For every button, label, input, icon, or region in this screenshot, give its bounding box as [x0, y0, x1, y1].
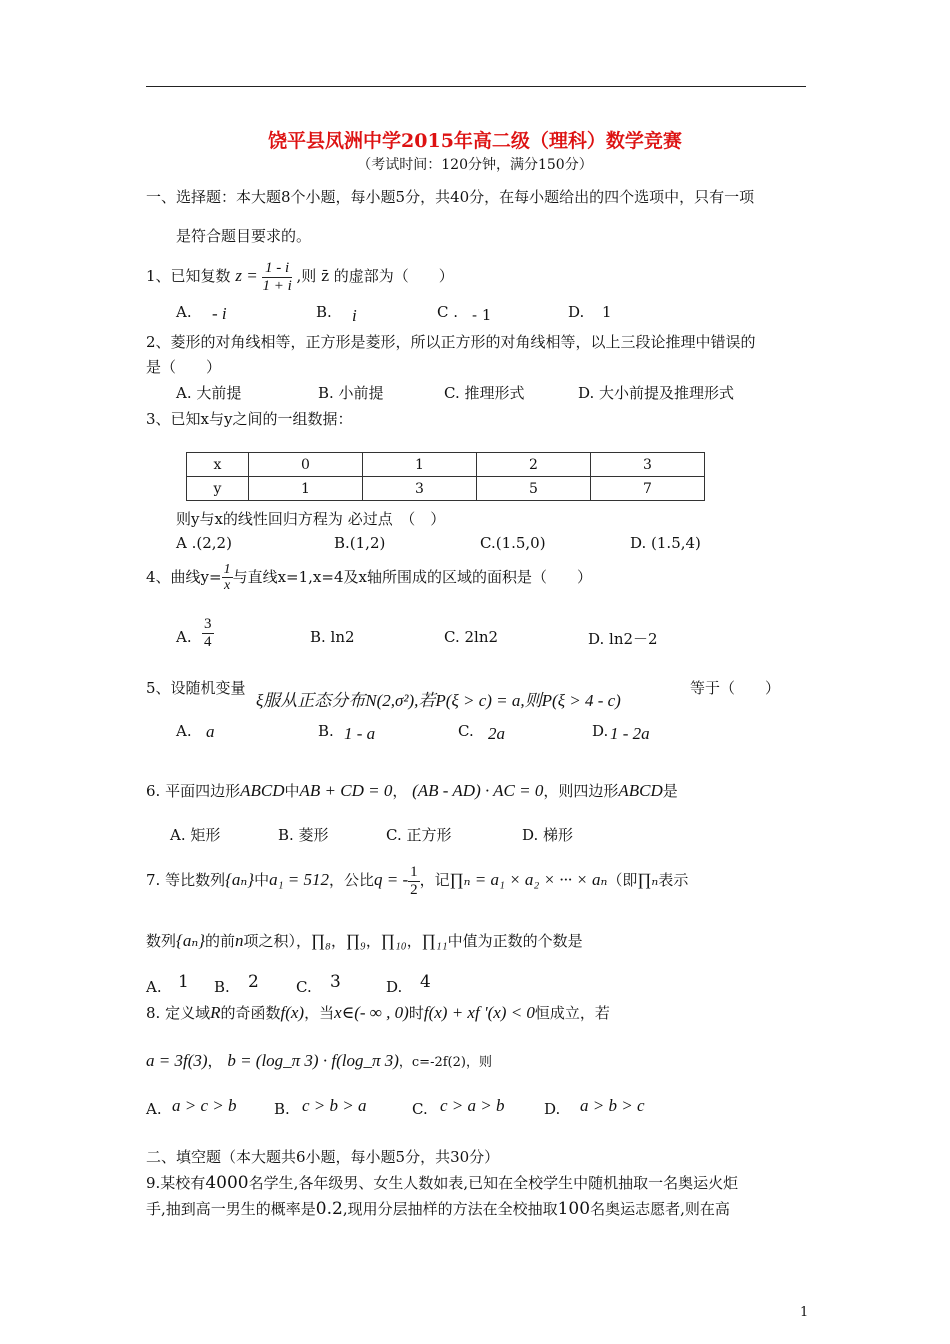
q8-m1: R: [210, 1003, 221, 1022]
q2-optD: D. 大小前提及推理形式: [578, 384, 735, 402]
q7-p6: 表示: [658, 871, 689, 889]
q7-m2: a₁ = 512: [269, 870, 329, 889]
q8-m2: f(x): [280, 1003, 305, 1022]
q9-l2-m2: 100: [557, 1199, 591, 1219]
q7-l2-m3: ∏₈: [311, 931, 331, 950]
q4-optA-label: A.: [176, 628, 192, 646]
q9-l2-m1: 0.2: [315, 1199, 343, 1219]
q8-optB-value: c > b > a: [302, 1096, 367, 1115]
q4-optD: D. ln2－2: [588, 630, 658, 648]
q8-line2: a = 3f(3)， b = (log_π 3) · f(log_π 3)，c=-2f(2)，则: [146, 1051, 492, 1070]
q8-optA-label: A.: [146, 1100, 162, 1118]
q7-optC-value: 3: [330, 972, 341, 992]
q7-m4: ∏ₙ = a₁ × a₂ × ··· × aₙ: [449, 870, 608, 889]
table-cell: 2: [477, 453, 591, 477]
table-cell: x: [187, 453, 249, 477]
q8-optB-label: B.: [274, 1100, 290, 1118]
q7-l2-p4: 中值为正数的个数是: [447, 932, 583, 950]
q7-optA-value: 1: [178, 972, 189, 992]
q9-l2-p2: ,现用分层抽样的方法在全校抽取: [342, 1200, 558, 1218]
q9-l2-p3: 名奥运志愿者,则在高: [590, 1200, 730, 1218]
q7-optB-label: B.: [214, 978, 230, 996]
q5-optD-label: D.: [592, 722, 609, 740]
q4-optA-fraction: [202, 616, 214, 650]
q1-frac-den: 1 + i: [262, 277, 292, 294]
table-row: [187, 477, 705, 501]
section1-heading-line1: 一、选择题：本大题8个小题，每小题5分，共40分，在每小题给出的四个选项中，只有一项: [146, 188, 755, 206]
q6-m2: AB + CD = 0: [299, 781, 393, 800]
q7-optB-value: 2: [248, 972, 259, 992]
q7-optD-label: D.: [386, 978, 403, 996]
q8-l2-p: ，c=-2f(2)，则: [398, 1055, 492, 1070]
q6-optD: D. 梯形: [522, 826, 574, 844]
q4-optB: B. ln2: [310, 628, 355, 646]
q8-p4: 时: [408, 1004, 424, 1022]
q5-optC-value: 2a: [488, 724, 505, 743]
q7-l2-m1: {aₙ}: [176, 931, 206, 950]
question-7: [146, 864, 688, 898]
header-rule: [146, 86, 806, 87]
q1-frac-num: 1 - i: [262, 260, 291, 278]
q1-rhs: ,则 z̄ 的虚部为（ ）: [296, 267, 454, 285]
q7-l2-p2: 的前: [205, 932, 236, 950]
q7-line2: 数列{aₙ}的前n项之积），∏₈，∏₉，∏₁₀，∏₁₁中值为正数的个数是: [146, 931, 583, 950]
q5-prefix: 5、设随机变量: [146, 679, 246, 697]
q1-prefix: 1、已知复数: [146, 267, 231, 285]
q1-optC-label: C .: [437, 303, 459, 321]
q7-p5: （即: [607, 871, 638, 889]
q8-optA-value: a > c > b: [172, 1096, 237, 1115]
q6-m4: ABCD: [618, 781, 663, 800]
q9-line1: [146, 1172, 738, 1193]
q8-optC-value: c > a > b: [440, 1096, 505, 1115]
table-row: [187, 453, 705, 477]
q3-after: 则y与x的线性回归方程为 必过点 （ ）: [176, 510, 446, 528]
q7-l2-m2: n: [235, 931, 244, 950]
q8-m4: f(x) + xf '(x) < 0: [423, 1003, 535, 1022]
q6-optC: C. 正方形: [386, 826, 452, 844]
q6-optA: A. 矩形: [170, 826, 221, 844]
q5-optA-value: a: [206, 722, 215, 741]
q4-optA-frac: [202, 616, 214, 650]
q2-line2: 是（ ）: [146, 358, 222, 376]
question-1: [146, 260, 454, 294]
q4-optC: C. 2ln2: [444, 628, 499, 646]
page-number: 1: [800, 1305, 809, 1320]
q6-p3: ，: [392, 782, 408, 800]
q7-m3-lhs: q = -: [374, 870, 409, 889]
q8-optD-label: D.: [544, 1100, 561, 1118]
q5-optB-value: 1 - a: [344, 724, 376, 743]
q4-suffix: 与直线x=1,x=4及x轴所围成的区域的面积是（ ）: [232, 567, 592, 586]
q8-p5: 恒成立，若: [534, 1004, 610, 1022]
q9-m1: 4000: [205, 1173, 249, 1193]
question-4: [146, 562, 592, 594]
q7-optD-value: 4: [420, 972, 431, 992]
q2-optB: B. 小前提: [318, 384, 384, 402]
table-cell: 3: [363, 477, 477, 501]
q7-l2-p3: 项之积），: [243, 932, 312, 950]
q4-prefix: 4、曲线y=: [146, 567, 222, 586]
q5-expression: ξ服从正态分布N(2,σ²),若P(ξ > c) = a,则P(ξ > 4 - c): [256, 691, 621, 710]
q1-lhs: z =: [235, 266, 258, 285]
q3-stem: 3、已知x与y之间的一组数据：: [146, 410, 353, 428]
q1-optB-value: i: [352, 306, 357, 325]
q6-m3: (AB - AD) · AC = 0: [412, 781, 544, 800]
q1-optB-label: B.: [316, 303, 332, 321]
exam-title: 饶平县凤洲中学2015年高二级（理科）数学竞赛: [268, 130, 682, 152]
q3-optA: A .(2,2): [176, 534, 232, 552]
table-cell: 5: [477, 477, 591, 501]
q5-optA-label: A.: [176, 722, 192, 740]
q4-fraction: [222, 562, 233, 594]
q1-optA-label: A.: [176, 303, 192, 321]
q7-m1: {aₙ}: [225, 870, 255, 889]
q6-m1: ABCD: [240, 781, 285, 800]
q1-optD-value: 1: [602, 303, 612, 321]
q8-optD-value: a > b > c: [580, 1096, 645, 1115]
table-cell: 7: [591, 477, 705, 501]
q7-l2-m5: ∏₁₀: [380, 931, 407, 950]
q8-m3: x∈(- ∞ , 0): [334, 1003, 409, 1022]
q6-p1: 6. 平面四边形: [146, 782, 241, 800]
q9-p1: 9.某校有: [146, 1174, 206, 1192]
q3-optC: C.(1.5,0): [480, 534, 546, 552]
q7-l2-p1: 数列: [146, 932, 177, 950]
q4-optA-den: 4: [204, 633, 212, 650]
q4-optA-num: 3: [204, 616, 212, 632]
q8-optC-label: C.: [412, 1100, 428, 1118]
q7-l2-m6: ∏₁₁: [421, 931, 448, 950]
q8-p3: ，当: [304, 1004, 335, 1022]
table-cell: y: [187, 477, 249, 501]
q2-line1: 2、菱形的对角线相等，正方形是菱形，所以正方形的对角线相等，以上三段论推理中错误的: [146, 333, 756, 351]
q7-p4: ，记: [419, 871, 450, 889]
q3-optD: D. (1.5,4): [630, 534, 701, 552]
q8-p2: 的奇函数: [220, 1004, 281, 1022]
table-cell: 3: [591, 453, 705, 477]
q8-l2-m1: a = 3f(3): [146, 1051, 208, 1070]
q7-m5: ∏ₙ: [637, 870, 659, 889]
table-cell: 0: [249, 453, 363, 477]
q5-optC-label: C.: [458, 722, 474, 740]
q5-optB-label: B.: [318, 722, 334, 740]
q7-optA-label: A.: [146, 978, 162, 996]
q3-data-table: [186, 452, 705, 501]
q7-fraction: [408, 864, 420, 898]
section1-heading-line2: 是符合题目要求的。: [176, 227, 312, 245]
q7-frac-num: 1: [410, 864, 418, 880]
q2-optA: A. 大前提: [176, 384, 242, 402]
q9-line2: [146, 1198, 730, 1219]
q1-optA-value: - i: [212, 304, 227, 323]
q7-optC-label: C.: [296, 978, 312, 996]
q1-fraction: [262, 260, 291, 294]
q6-optB: B. 菱形: [278, 826, 329, 844]
q3-optB: B.(1,2): [334, 534, 386, 552]
q7-l2-m4: ∏₉: [345, 931, 366, 950]
q7-frac-den: 2: [410, 881, 418, 898]
q8-l2-m2: b = (log_π 3) · f(log_π 3): [227, 1051, 399, 1070]
q6-p5: 是: [662, 782, 678, 800]
q9-l2-p1: 手,抽到高一男生的概率是: [146, 1200, 316, 1218]
q7-p3: ，公比: [329, 871, 375, 889]
section2-heading: 二、填空题（本大题共6小题，每小题5分，共30分）: [146, 1148, 500, 1166]
question-8: [146, 1002, 610, 1023]
exam-subtitle: （考试时间：120分钟，满分150分）: [357, 157, 593, 173]
q1-optD-label: D.: [568, 303, 585, 321]
q6-p4: ，则四边形: [543, 782, 619, 800]
q6-p2: 中: [284, 782, 300, 800]
q7-p1: 7. 等比数列: [146, 871, 226, 889]
q2-optC: C. 推理形式: [444, 384, 525, 402]
q5-suffix: 等于（ ）: [690, 679, 781, 697]
q7-p2: 中: [254, 871, 270, 889]
q1-optC-value: - 1: [472, 306, 492, 324]
q8-p1: 8. 定义域: [146, 1004, 211, 1022]
q9-p2: 名学生,各年级男、女生人数如表,已知在全校学生中随机抽取一名奥运火炬: [248, 1174, 739, 1192]
q4-frac-num: 1: [223, 562, 231, 577]
q5-optD-value: 1 - 2a: [610, 724, 650, 743]
question-6: [146, 780, 678, 801]
q4-frac-den: x: [223, 578, 231, 594]
table-cell: 1: [363, 453, 477, 477]
table-cell: 1: [249, 477, 363, 501]
